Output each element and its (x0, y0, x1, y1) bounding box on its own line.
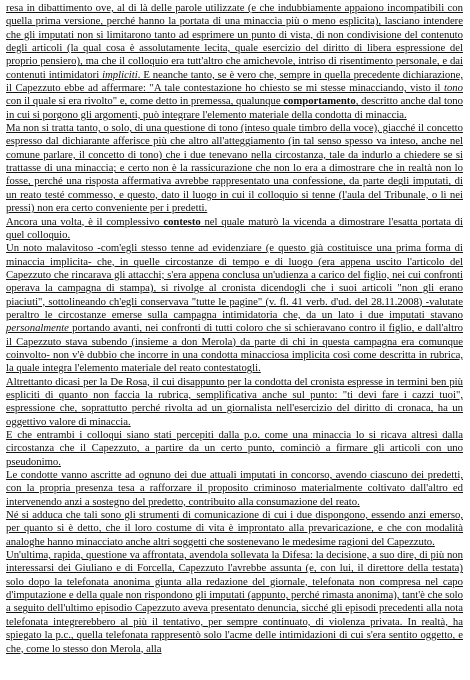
text-segment: portando avanti, nei confronti di tutti coloro che si schieravano contro il figlio, e dall'altro il Capezzuto stava subendo (insieme a don Merola) da parte di chi in questa campagna era comunque coinvolto- non v'è dubbio che incorre in una condotta minacciosa implicita così come descritta in rubrica, la quale integra l'elemento materiale del reato contestatogli. (6, 322, 463, 375)
text-segment: comportamento (283, 95, 356, 108)
paragraph-p3 (6, 216, 463, 243)
paragraph-p6 (6, 429, 463, 469)
text-segment: Le condotte vanno ascritte ad ognuno dei due attuali imputati in concorso, avendo ciascuno dei predetti, con la propria presenza tesa a rafforzare il proposito criminoso materialmente coltivato dall'altro ed intervenendo anzi a sostegno del predetto, contribuito alla consumazione del reato. (6, 469, 463, 508)
text-segment: nel quale maturò la vicenda a dimostrare l'esatta portata di quel colloquio. (6, 215, 463, 241)
paragraph-p5 (6, 376, 463, 429)
text-segment: , descritto anche dal tono in cui si porgono gli argomenti, può integrare l'elemento materiale della condotta di minaccia. (6, 95, 463, 121)
text-segment: impliciti (102, 68, 138, 81)
text-segment: Un'ultima, rapida, questione va affrontata, avendola sollevata la Difesa: la decisione, a suo dire, di più non interessarsi dei Giuliano e di Forcella, Capezzuto l'avrebbe assunta (e, con lui, il direttore della testata) solo dopo la telefonata anonima giunta alla redazione del giornale, telefonata non compresa nel capo d'imputazione e della quale non rispondono gli imputati (appunto, perché rimasta anonima), tant'è che solo a seguito dell'ultimo episodio Capezzuto aveva presentato denuncia, sicché gli episodi precedenti alla nota telefonata integrerebbero al più il tentativo, per sempre continuato, di violenza privata. In realtà, ha spiegato la p.c., quella telefonata rappresentò solo l'acme delle intimidazioni di cui s'era sentito oggetto, e che, come lo stesso don Merola, alla (6, 549, 463, 655)
paragraph-p1 (6, 2, 463, 122)
text-segment: Ancora una volta, è il complessivo (6, 215, 164, 228)
text-segment: Un noto malavitoso -com'egli stesso tenne ad evidenziare (e questo già costituisce una prima forma di minaccia implicita- che, in quelle circostanze di tempo e di luogo (era appena uscito l'articolo del Capezzuto che rincarava gli attacchi; s'era appena conclusa un'udienza a carico del figlio, nei cui confronti operava la campagna di stampa), si rivolge al cronista dicendogli che i suoi articoli "non gli erano piaciuti", sottolineando ch'egli conservava "tutte le pagine" (v. fl. 41 verb. d'ud. del 28.11.2008) -valutate peraltro le circostanze emerse sulla campagna intimidatoria che, da un lato i due imputati stavano (6, 242, 463, 321)
paragraph-p4 (6, 242, 463, 375)
text-segment: Ma non si tratta tanto, o solo, di una questione di tono (inteso quale timbro della voce), giacché il concetto espresso dal dichiarante afferisce più che altro all'atteggiamento (in tal senso spesso va inteso, anche nel comune parlare, il concetto di tono) che i due tenevano nella circostanza, tale da indurlo a chiedere se si trattasse di una minaccia; e certo non è la rassicurazione che non lo era a dimostrare che in realtà non lo fosse, perché una risposta affermativa avrebbe rappresentato una confessione, da parte degli imputati, di un reato testé commesso, e questo, dato il luogo in cui il colloquio si tenne (l'aula del Tribunale, o lì nei pressi) non era certo conveniente per i predetti. (6, 122, 463, 215)
text-segment: Altrettanto dicasi per la De Rosa, il cui disappunto per la condotta del cronista espresse in termini ben più espliciti di quanto non faccia la rubrica, semplificativa anche sul punto: "ti devi fare i cazzi tuoi", espressione che, soprattutto perché rivolta ad un giornalista nell'esercizio del diritto di cronaca, ha un oggettivo valore di minaccia. (6, 375, 463, 428)
text-segment: con il quale si era rivolto" e, come detto in premessa, qualunque (6, 95, 284, 108)
paragraph-p8 (6, 509, 463, 549)
paragraph-p9 (6, 549, 463, 656)
text-segment: E che entrambi i colloqui siano stati percepiti dalla p.o. come una minaccia lo si ricava altresì dalla circostanza che il Capezzuto, a partire da un certo punto, cominciò a firmare gli articoli con uno pseudonimo. (6, 429, 463, 468)
text-segment: Né si adduca che tali sono gli strumenti di comunicazione di cui i due dispongono, essendo anzi emerso, per quanto si è detto, che il loro costume di vita è improntato alla prevaricazione, e che con modalità analoghe hanno minacciato anche altri soggetti che sostenevano le medesime ragioni del Capezzuto. (6, 509, 463, 548)
text-segment: resa in dibattimento ove, al di là delle parole utilizzate (e che indubbiamente appaiono incompatibili con quella prima versione, perché hanno la portata di una minaccia più o meno esplicita), lasciano intendere che gli imputati non si limitarono tanto ad esprimere un punto di vista, di non condivisione del contenuto degli articoli (la qual cosa è assolutamente lecita, quale esercizio del diritto di libera espressione del proprio pensiero), ma che il colloquio era tutt'altro che amichevole, intriso di risentimento personale, e dai contenuti intimidatori (6, 2, 463, 81)
text-segment: tono (443, 82, 463, 95)
paragraph-p7 (6, 469, 463, 509)
paragraph-p2 (6, 122, 463, 215)
text-segment: . E neanche tanto, se è vero che, sempre in quella precedente dichiarazione, il Capezzuto ebbe ad affermare: "A tale contestazione ho chiesto se mi stesse minacciando, visto il (6, 68, 464, 95)
text-segment: personalmente (6, 322, 69, 335)
text-segment: contesto (163, 215, 201, 228)
